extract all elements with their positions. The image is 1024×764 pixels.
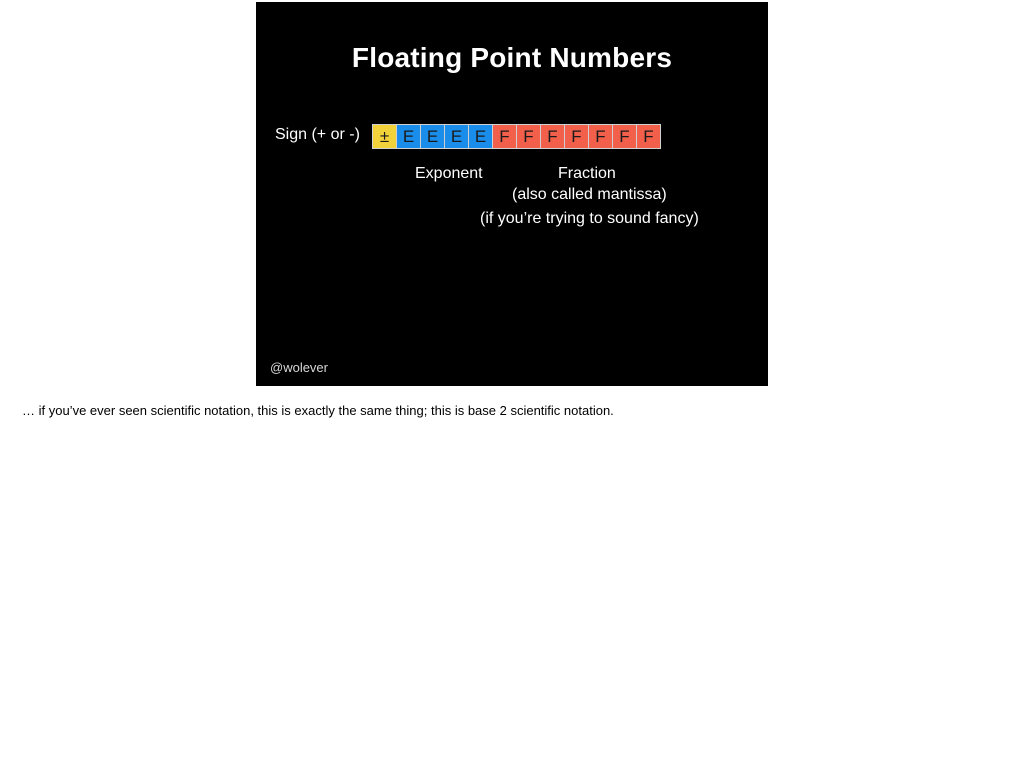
fancy-note: (if you’re trying to sound fancy) — [480, 210, 699, 227]
fraction-bit: F — [516, 124, 541, 149]
slide-title: Floating Point Numbers — [351, 42, 673, 73]
sign-bit: ± — [372, 124, 397, 149]
sign-label: Sign (+ or -) — [275, 126, 360, 143]
exponent-bit: E — [468, 124, 493, 149]
mantissa-note: (also called mantissa) — [512, 186, 667, 203]
fraction-bit: F — [588, 124, 613, 149]
fraction-bit: F — [564, 124, 589, 149]
fraction-bit: F — [636, 124, 661, 149]
fraction-bit: F — [540, 124, 565, 149]
slide — [256, 2, 768, 386]
fraction-bit: F — [612, 124, 637, 149]
fraction-label: Fraction — [558, 165, 616, 182]
fraction-bit: F — [492, 124, 517, 149]
exponent-bit: E — [444, 124, 469, 149]
exponent-bit: E — [396, 124, 421, 149]
author-handle: @wolever — [270, 360, 328, 375]
speaker-notes-caption: … if you’ve ever seen scientific notation, this is exactly the same thing; this is base 2 scientific notation. — [22, 403, 614, 418]
exponent-label: Exponent — [415, 165, 483, 182]
exponent-bit: E — [420, 124, 445, 149]
bit-layout — [372, 124, 661, 149]
